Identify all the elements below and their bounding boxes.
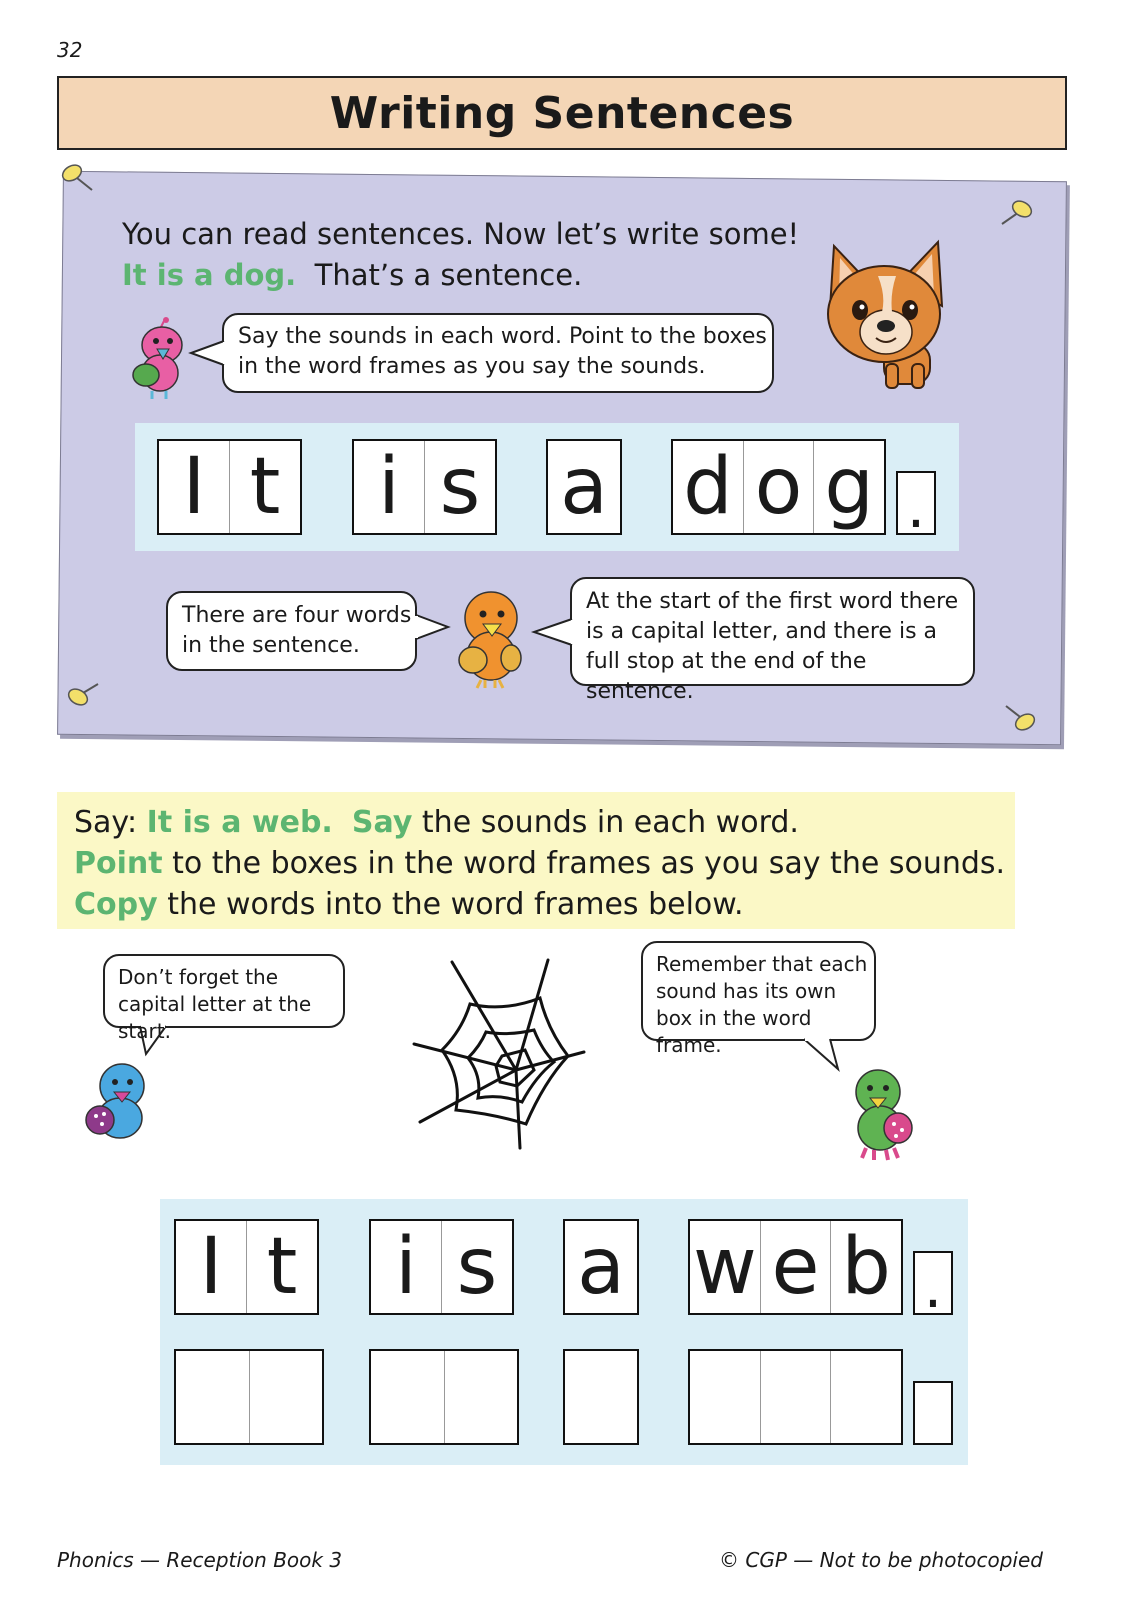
letter-box: a bbox=[577, 1222, 625, 1312]
word-frame bbox=[369, 1219, 514, 1315]
pin-icon bbox=[58, 160, 98, 196]
letter-box: t bbox=[249, 442, 281, 532]
pink-bird-icon bbox=[130, 315, 192, 403]
word-frame bbox=[563, 1219, 639, 1315]
letter-box: i bbox=[371, 1221, 442, 1313]
left-orange-speech: There are four words in the sentence. bbox=[182, 603, 412, 658]
answer-box[interactable] bbox=[371, 1351, 445, 1443]
word-frame bbox=[671, 439, 886, 535]
spider-web-icon bbox=[412, 958, 588, 1150]
copy-rest: the words into the word frames below. bbox=[167, 887, 744, 922]
page-title: Writing Sentences bbox=[329, 87, 795, 139]
say-rest: the sounds in each word. bbox=[421, 805, 799, 840]
exercise-frame-band bbox=[160, 1199, 968, 1465]
say-label: Say: bbox=[74, 805, 138, 840]
full-stop-box: . bbox=[913, 1251, 953, 1315]
page-number: 32 bbox=[57, 38, 83, 62]
letter-box: I bbox=[176, 1221, 247, 1313]
example-sentence: It is a dog. bbox=[122, 258, 297, 292]
answer-word-frame[interactable] bbox=[369, 1349, 519, 1445]
letter-box: s bbox=[439, 442, 481, 532]
say-keyword: Say bbox=[351, 805, 413, 840]
letter-box: s bbox=[456, 1222, 498, 1312]
green-bird-icon bbox=[848, 1060, 918, 1164]
answer-box[interactable] bbox=[565, 1351, 637, 1443]
blue-bird-icon bbox=[82, 1056, 152, 1146]
intro-text bbox=[122, 214, 799, 296]
bubble-tail bbox=[414, 612, 452, 642]
answer-box[interactable] bbox=[176, 1351, 250, 1443]
point-keyword: Point bbox=[74, 846, 163, 881]
letter-box: I bbox=[159, 441, 230, 533]
intro-line-2 bbox=[122, 255, 799, 296]
answer-word-frame[interactable] bbox=[563, 1349, 639, 1445]
intro-line-1: You can read sentences. Now let’s write some! bbox=[122, 217, 800, 251]
footer-copyright: © CGP — Not to be photocopied bbox=[719, 1548, 1043, 1572]
bubble-tail bbox=[188, 338, 226, 368]
answer-box[interactable] bbox=[761, 1351, 832, 1443]
copy-keyword: Copy bbox=[74, 887, 158, 922]
pin-icon bbox=[64, 676, 104, 712]
answer-box[interactable] bbox=[445, 1351, 518, 1443]
target-sentence: It is a web. bbox=[146, 805, 333, 840]
answer-box[interactable] bbox=[831, 1351, 901, 1443]
letter-box: b bbox=[841, 1222, 891, 1312]
green-bird-speech: Remember that each sound has its own box in the word frame. bbox=[656, 952, 868, 1057]
word-frame bbox=[546, 439, 622, 535]
answer-word-frame[interactable] bbox=[174, 1349, 324, 1445]
bubble-tail bbox=[530, 616, 574, 648]
example-frame-band bbox=[135, 423, 959, 551]
letter-box: t bbox=[266, 1222, 298, 1312]
intro-line-2-rest: That’s a sentence. bbox=[314, 258, 583, 292]
point-rest: to the boxes in the word frames as you say the sounds. bbox=[172, 846, 1006, 881]
pin-icon bbox=[996, 196, 1036, 232]
footer-book-title: Phonics — Reception Book 3 bbox=[57, 1548, 343, 1572]
letter-box: w bbox=[690, 1221, 761, 1313]
blue-bird-speech: Don’t forget the capital letter at the start. bbox=[118, 965, 312, 1043]
instruction-line-1 bbox=[74, 802, 1005, 843]
pink-bird-speech: Say the sounds in each word. Point to the boxes in the word frames as you say the sounds. bbox=[238, 324, 767, 379]
pin-icon bbox=[1000, 700, 1040, 736]
word-frame bbox=[688, 1219, 903, 1315]
instruction-line-3 bbox=[74, 884, 1005, 925]
answer-full-stop-box[interactable] bbox=[913, 1381, 953, 1445]
answer-box[interactable] bbox=[250, 1351, 323, 1443]
right-orange-speech: At the start of the first word there is a capital letter, and there is a full stop at the end of the sentence. bbox=[586, 589, 959, 704]
word-frame bbox=[352, 439, 497, 535]
word-frame bbox=[174, 1219, 319, 1315]
letter-box: e bbox=[761, 1221, 832, 1313]
letter-box: o bbox=[744, 441, 815, 533]
full-stop-box: . bbox=[896, 471, 936, 535]
letter-box: d bbox=[673, 441, 744, 533]
instruction-line-2 bbox=[74, 843, 1005, 884]
letter-box: i bbox=[354, 441, 425, 533]
orange-bird-icon bbox=[455, 580, 527, 692]
title-bar bbox=[57, 76, 1067, 150]
answer-box[interactable] bbox=[690, 1351, 761, 1443]
instructions bbox=[74, 802, 1005, 925]
letter-box: g bbox=[824, 442, 874, 532]
dog-icon bbox=[812, 236, 952, 394]
word-frame bbox=[157, 439, 302, 535]
answer-word-frame[interactable] bbox=[688, 1349, 903, 1445]
letter-box: a bbox=[560, 442, 608, 532]
